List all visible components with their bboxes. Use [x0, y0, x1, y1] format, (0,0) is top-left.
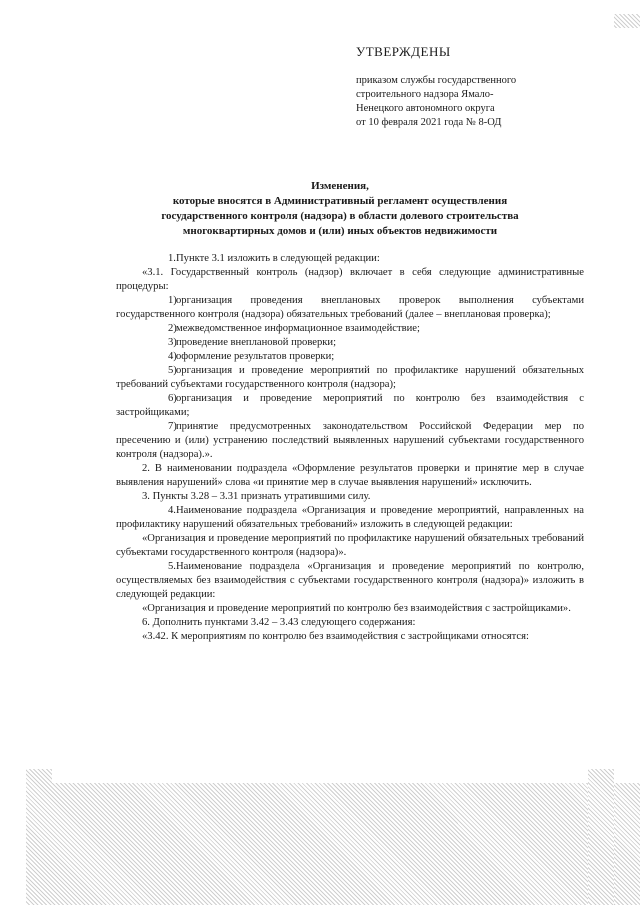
list-item [116, 322, 584, 336]
approval-line: строительного надзора Ямало- [356, 89, 494, 100]
list-item [116, 364, 584, 392]
item-number: 1) [168, 295, 177, 306]
paragraph: 2. В наименовании подраздела «Оформление результатов проверки и принятие мер в случае выявления нарушений» слова «и принятие мер в случае выявления нарушений» исключить. [116, 463, 584, 488]
document-page [26, 14, 614, 769]
item-text: организация и проведение мероприятий по контролю без взаимодействия с застройщиками; [116, 393, 584, 418]
item-number: 2) [168, 323, 177, 334]
item-text: оформление результатов проверки; [176, 351, 335, 362]
item-text: организация и проведение мероприятий по профилактике нарушений обязательных требований субъектами государственного контроля (надзора); [116, 365, 584, 390]
item-text: принятие предусмотренных законодательством Российской Федерации мер по пресечению и (или) устранению последствий выявленных нарушений субъектами государственного контроля (надзора).». [116, 421, 584, 460]
paragraph: «Организация и проведение мероприятий по профилактике нарушений обязательных требований субъектами государственного контроля (надзора)». [116, 533, 584, 558]
paragraph-text: Наименование подраздела «Организация и проведение мероприятий по контролю, осуществляемых без взаимодействия с субъектами государственного контроля (надзора)» изложить в следующей редакции: [116, 561, 584, 600]
item-number: 7) [168, 421, 177, 432]
approval-header: УТВЕРЖДЕНЫ [356, 44, 451, 59]
list-item [116, 420, 584, 462]
title-line: которые вносятся в Административный регламент осуществления [172, 195, 508, 207]
approval-block [356, 44, 596, 130]
title-line: Изменения, [311, 180, 369, 192]
paragraph: «3.1. Государственный контроль (надзор) включает в себя следующие административные процедуры: [116, 267, 584, 292]
item-number: 4) [168, 351, 177, 362]
title-line: многоквартирных домов и (или) иных объектов недвижимости [182, 225, 498, 237]
item-number: 5. [168, 561, 176, 572]
item-text: проведение внеплановой проверки; [176, 337, 337, 348]
list-item [116, 336, 584, 350]
item-text: межведомственное информационное взаимодействие; [176, 323, 420, 334]
approval-line: приказом службы государственного [356, 75, 517, 86]
paragraph [116, 252, 584, 266]
approval-line: от 10 февраля 2021 года № 8-ОД [356, 117, 502, 128]
list-item [116, 392, 584, 420]
item-text: организация проведения внеплановых проверок выполнения субъектами государственного контроля (надзора) обязательных требований (далее – внеплановая проверка); [116, 295, 584, 320]
item-number: 5) [168, 365, 177, 376]
list-item [116, 294, 584, 322]
paragraph-text: Пункте 3.1 изложить в следующей редакции: [176, 253, 380, 264]
paragraph: 3. Пункты 3.28 – 3.31 признать утратившими силу. [142, 491, 371, 502]
item-number: 3) [168, 337, 177, 348]
approval-line: Ненецкого автономного округа [356, 103, 495, 114]
item-number: 6) [168, 393, 177, 404]
paragraph: 6. Дополнить пунктами 3.42 – 3.43 следующего содержания: [142, 617, 416, 628]
paragraph-text: Наименование подраздела «Организация и проведение мероприятий, направленных на профилактику нарушений обязательных требований» изложить в следующей редакции: [116, 505, 584, 530]
document-title [96, 179, 584, 239]
paragraph [116, 504, 584, 532]
paragraph: «Организация и проведение мероприятий по контролю без взаимодействия с застройщиками». [142, 603, 571, 614]
item-number: 4. [168, 505, 176, 516]
paragraph: «3.42. К мероприятиям по контролю без взаимодействия с застройщиками относятся: [142, 631, 529, 642]
document-body [116, 252, 584, 644]
paragraph [116, 560, 584, 602]
list-item [116, 350, 584, 364]
item-number: 1. [168, 253, 176, 264]
title-line: государственного контроля (надзора) в области долевого строительства [161, 210, 519, 222]
